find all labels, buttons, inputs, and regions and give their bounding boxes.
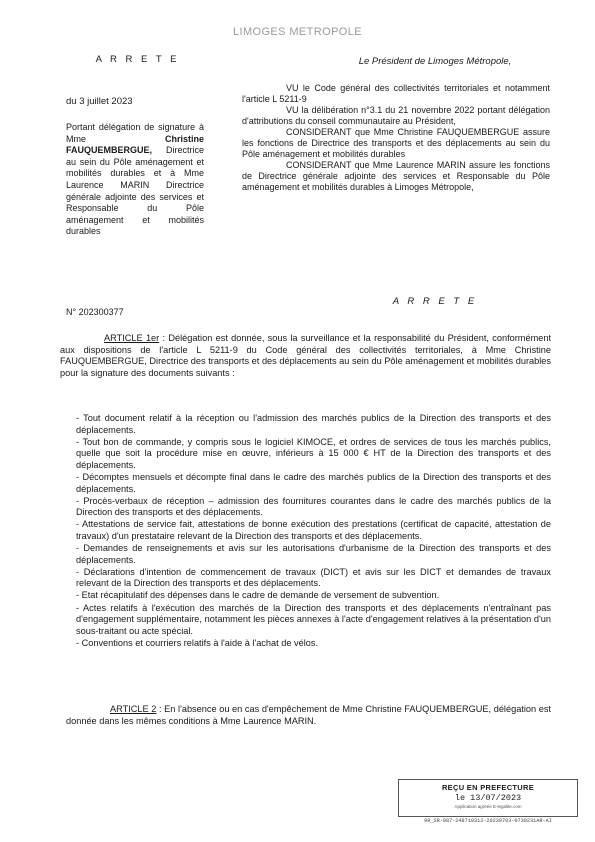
list-item: - Actes relatifs à l'exécution des marchés de la Direction des transports et des déplacements n'entraînant pas d'engagement supplémentaire, notamment les pièces annexes à l'acte d'engagement relatives à la présentation d'un sous-traitant ou acte spécial. — [76, 602, 551, 636]
visa-code: VU le Code général des collectivités territoriales et notamment l'article L 5211-9 — [242, 83, 550, 104]
article-2-text: : En l'absence ou en cas d'empêchement de Mme Christine FAUQUEMBERGUE, délégation est donnée dans les mêmes conditions à Mme Laurence MARIN. — [66, 704, 552, 726]
article-1-text: : Délégation est donnée, sous la surveillance et la responsabilité du Président, conformément aux dispositions de l'article L 5211-9 du Code général des collectivités territoriales, à Mme Christine FAUQUEMBERGUE, Directrice des transports et des déplacements au sein du Pôle aménagement et mobilités durables pour la signature des documents suivants : — [60, 333, 551, 378]
prefecture-stamp — [398, 779, 578, 825]
list-item: - Demandes de renseignements et avis sur les autorisations d'urbanisme de la Direction des transports et des déplacements. — [76, 543, 551, 565]
stamp-box — [398, 779, 578, 817]
decree-object — [66, 122, 204, 238]
object-name: Christine FAUQUEMBERGUE, — [66, 133, 204, 156]
list-item: - Attestations de service fait, attestations de bonne exécution des prestations (certificat de capacité, attestation de travaux) d'un prestataire relevant de la Direction des transports et des déplacements. — [76, 519, 551, 541]
delegation-list — [76, 413, 551, 650]
stamp-subtitle: Application agréée E-legalite.com — [454, 804, 522, 809]
stamp-title: REÇU EN PREFECTURE — [441, 783, 535, 792]
article-2 — [66, 704, 551, 727]
article-1 — [60, 333, 551, 379]
header-title: LIMOGES METROPOLE — [232, 26, 363, 38]
list-item: - Décomptes mensuels et décompte final dans le cadre des marchés publics de la Direction des transports et des déplacements. — [76, 471, 551, 494]
article-2-label: ARTICLE 2 — [110, 704, 157, 714]
decree-date: du 3 juillet 2023 — [66, 96, 133, 107]
president-heading: Le Président de Limoges Métropole, — [358, 56, 512, 67]
list-item: - Procès-verbaux de réception – admission des fournitures courantes dans le cadre des marchés publics de la Direction des transports et des déplacements. — [76, 495, 551, 518]
list-item: - Tout bon de commande, y compris sous le logiciel KIMOCE, et ordres de services de tous les marchés publics, quelle que soit la procédure mise en œuvre, inférieurs à 15 000 € HT de la Direction des transports et des déplacements. — [76, 436, 551, 470]
considerant-1: CONSIDERANT que Mme Christine FAUQUEMBERGUE assure les fonctions de Directrice des transports et des déplacements au sein du Pôle aménagement et mobilités durables — [242, 127, 550, 159]
considerant-2: CONSIDERANT que Mme Laurence MARIN assure les fonctions de Directrice générale adjointe des services et Responsable du Pôle aménagement et mobilités durables à Limoges Métropole, — [242, 160, 550, 192]
stamp-identifier: 99_SR-087-248719312-20230703-0730231AR-AI — [424, 818, 552, 824]
arrete-heading-left: A R R E T E — [95, 54, 180, 65]
list-item: - Conventions et courriers relatifs à l'aide à l'achat de vélos. — [76, 637, 318, 648]
list-item: - Etat récapitulatif des dépenses dans le cadre de demande de versement de subvention. — [76, 590, 440, 601]
decree-number: N° 202300377 — [66, 307, 124, 317]
stamp-date: le 13/07/2023 — [454, 793, 522, 803]
article-1-label: ARTICLE 1er — [104, 333, 160, 343]
object-rest: Directrice au sein du Pôle aménagement et mobilités durables et à Mme Laurence MARIN Directrice générale adjointe des services et Responsable du Pôle aménagement et mobilités durables — [66, 145, 204, 237]
object-intro: Portant délégation de signature à Mme — [66, 122, 204, 144]
visa-deliberation: VU la délibération n°3.1 du 21 novembre 2022 portant délégation d'attributions du conseil communautaire au Président, — [242, 105, 550, 126]
arrete-heading-right: A R R E T E — [392, 296, 478, 307]
list-item: - Déclarations d'intention de commencement de travaux (DICT) et avis sur les DICT et demandes de travaux relevant de la Direction des transports et des déplacements. — [76, 566, 551, 589]
visas-block — [242, 83, 550, 193]
list-item: - Tout document relatif à la réception ou l'admission des marchés publics de la Direction des transports et des déplacements. — [76, 413, 551, 435]
